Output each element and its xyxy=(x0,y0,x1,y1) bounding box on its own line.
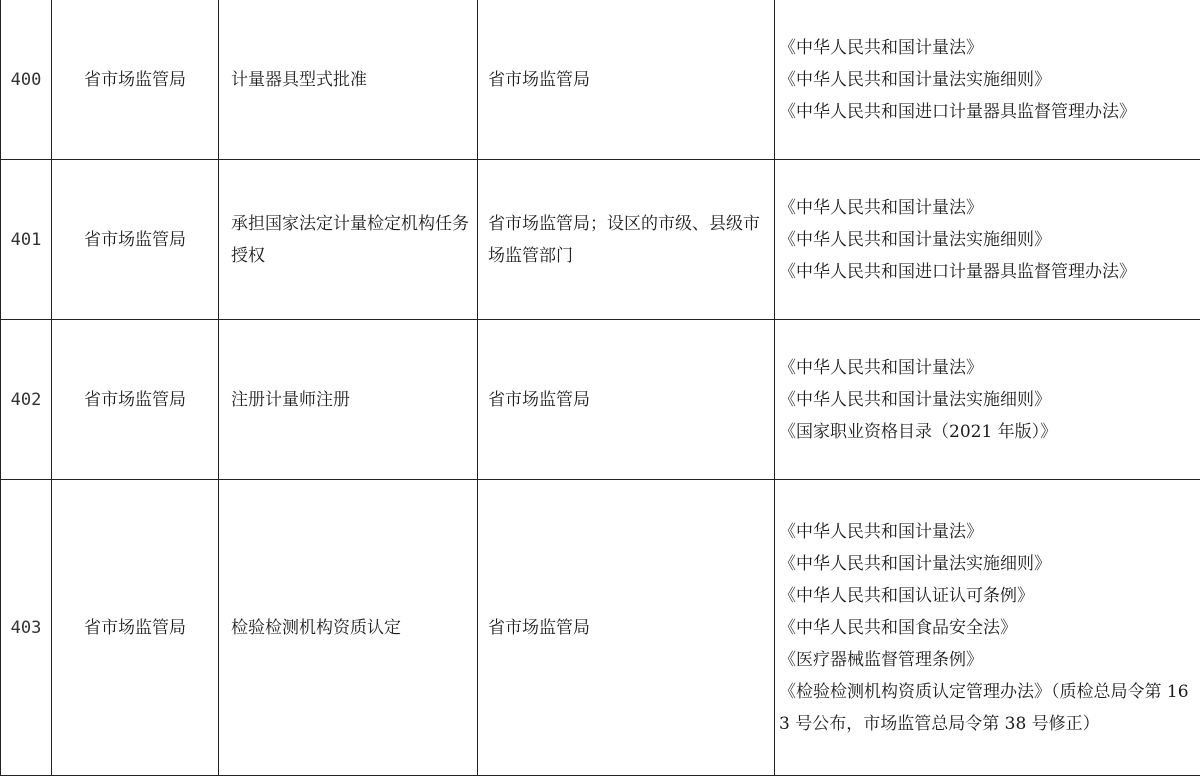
legal-basis-line: 《中华人民共和国计量法实施细则》 xyxy=(779,384,1196,416)
row-number: 403 xyxy=(1,480,52,776)
department-cell: 省市场监管局 xyxy=(52,160,219,320)
table-row xyxy=(1,480,1200,776)
row-number: 401 xyxy=(1,160,52,320)
department-cell: 省市场监管局 xyxy=(52,320,219,480)
legal-basis-cell xyxy=(775,0,1200,160)
legal-basis-line: 《中华人民共和国计量法》 xyxy=(779,516,1196,548)
item-name-cell: 检验检测机构资质认定 xyxy=(219,480,478,776)
department-cell: 省市场监管局 xyxy=(52,480,219,776)
legal-basis-line: 《中华人民共和国进口计量器具监督管理办法》 xyxy=(779,256,1196,288)
implementing-agency-cell: 省市场监管局 xyxy=(478,320,775,480)
legal-basis-line: 《中华人民共和国认证认可条例》 xyxy=(779,580,1196,612)
legal-basis-line: 《中华人民共和国计量法实施细则》 xyxy=(779,224,1196,256)
implementing-agency-cell: 省市场监管局；设区的市级、县级市场监管部门 xyxy=(478,160,775,320)
legal-basis-line: 《中华人民共和国计量法实施细则》 xyxy=(779,64,1196,96)
legal-basis-line: 《中华人民共和国计量法实施细则》 xyxy=(779,548,1196,580)
legal-basis-cell xyxy=(775,480,1200,776)
item-name-cell: 承担国家法定计量检定机构任务授权 xyxy=(219,160,478,320)
legal-basis-line: 《中华人民共和国计量法》 xyxy=(779,32,1196,64)
legal-basis-cell xyxy=(775,320,1200,480)
item-name-cell: 注册计量师注册 xyxy=(219,320,478,480)
legal-basis-line: 《医疗器械监督管理条例》 xyxy=(779,644,1196,676)
row-number: 402 xyxy=(1,320,52,480)
implementing-agency-cell: 省市场监管局 xyxy=(478,480,775,776)
table-row xyxy=(1,0,1200,160)
legal-basis-line: 《中华人民共和国进口计量器具监督管理办法》 xyxy=(779,96,1196,128)
legal-basis-line: 《检验检测机构资质认定管理办法》（质检总局令第 163 号公布，市场监管总局令第 38 号修正） xyxy=(779,676,1196,740)
row-number: 400 xyxy=(1,0,52,160)
table-row xyxy=(1,160,1200,320)
legal-basis-line: 《中华人民共和国计量法》 xyxy=(779,352,1196,384)
legal-basis-line: 《中华人民共和国食品安全法》 xyxy=(779,612,1196,644)
table-row xyxy=(1,320,1200,480)
implementing-agency-cell: 省市场监管局 xyxy=(478,0,775,160)
legal-basis-line: 《国家职业资格目录（2021 年版）》 xyxy=(779,416,1196,448)
item-name-cell: 计量器具型式批准 xyxy=(219,0,478,160)
department-cell: 省市场监管局 xyxy=(52,0,219,160)
legal-basis-cell xyxy=(775,160,1200,320)
legal-basis-line: 《中华人民共和国计量法》 xyxy=(779,192,1196,224)
